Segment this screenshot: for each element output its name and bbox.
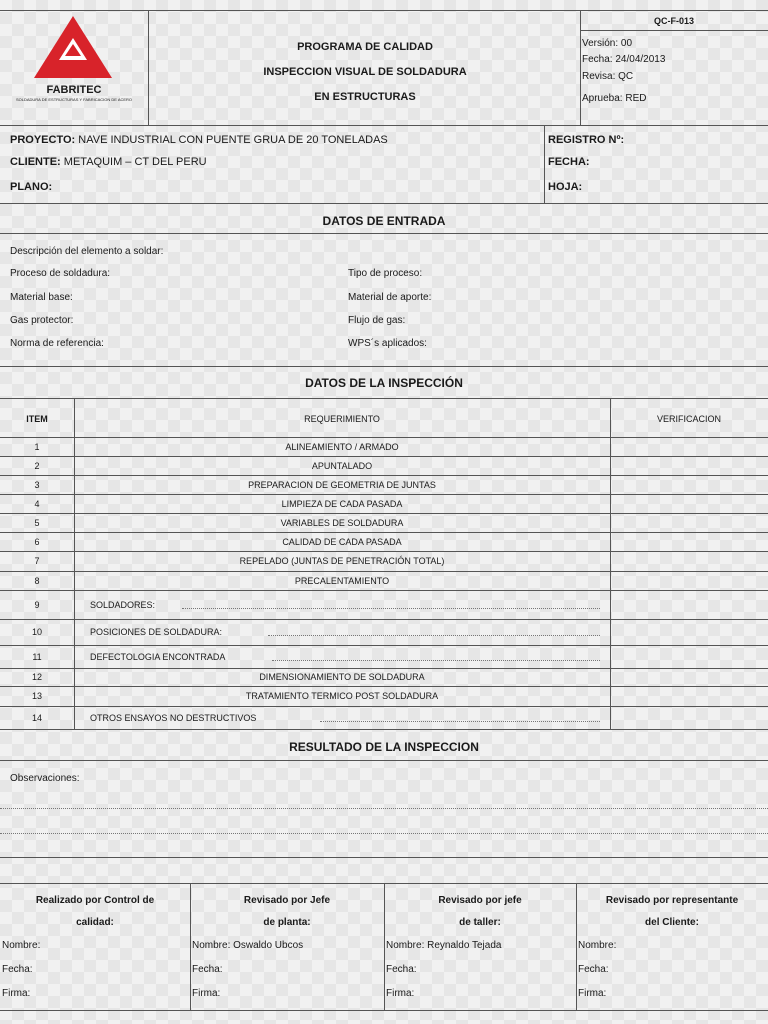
wps-applied-label: WPS´s aplicados: bbox=[348, 338, 427, 349]
requirement-text: SOLDADORES: bbox=[90, 600, 156, 610]
welding-process-label: Proceso de soldadura: bbox=[10, 268, 111, 279]
item-number: 14 bbox=[31, 713, 42, 723]
fill-in-line bbox=[272, 660, 600, 661]
fecha-label: FECHA: bbox=[548, 156, 590, 168]
reference-standard-label: Norma de referencia: bbox=[10, 338, 104, 349]
fill-in-line bbox=[268, 635, 600, 636]
verification-cell bbox=[610, 571, 768, 590]
requirement-text: LIMPIEZA DE CADA PASADA bbox=[281, 499, 403, 509]
signature-sign-label: Firma: bbox=[386, 988, 415, 999]
requirement-text: DEFECTOLOGIA ENCONTRADA bbox=[90, 652, 226, 662]
fill-in-line bbox=[182, 608, 600, 609]
item-number: 9 bbox=[34, 600, 40, 610]
verification-cell bbox=[610, 456, 768, 475]
signature-title: de planta: bbox=[263, 917, 311, 928]
signature-title: de taller: bbox=[459, 917, 501, 928]
logo-brand: FABRITEC bbox=[46, 84, 102, 96]
observation-line bbox=[0, 833, 768, 834]
requirement-text: DIMENSIONAMIENTO DE SOLDADURA bbox=[259, 672, 425, 682]
signature-sign-label: Firma: bbox=[578, 988, 607, 999]
col-header-requirement: REQUERIMIENTO bbox=[304, 414, 380, 424]
verification-cell bbox=[610, 494, 768, 513]
base-material-label: Material base: bbox=[10, 292, 73, 303]
col-header-verification: VERIFICACION bbox=[656, 414, 721, 424]
signature-title: Revisado por representante bbox=[605, 895, 739, 906]
requirement-text: PREPARACION DE GEOMETRIA DE JUNTAS bbox=[248, 480, 436, 490]
verification-cell bbox=[610, 619, 768, 645]
project-line bbox=[10, 134, 388, 146]
client-value: METAQUIM – CT DEL PERU bbox=[63, 156, 207, 168]
verification-cell bbox=[610, 513, 768, 532]
element-description-label: Descripción del elemento a soldar: bbox=[10, 246, 164, 257]
item-number: 2 bbox=[34, 461, 40, 471]
item-number: 11 bbox=[32, 652, 42, 662]
signature-date-label: Fecha: bbox=[2, 964, 33, 975]
form-title-line-2: INSPECCION VISUAL DE SOLDADURA bbox=[263, 66, 467, 78]
signature-sign-label: Firma: bbox=[2, 988, 31, 999]
observation-line bbox=[0, 808, 768, 809]
item-number: 6 bbox=[34, 537, 40, 547]
form-title-line-3: EN ESTRUCTURAS bbox=[314, 91, 416, 103]
verification-cell bbox=[610, 475, 768, 494]
filler-material-label: Material de aporte: bbox=[348, 292, 432, 303]
section-title-result: RESULTADO DE LA INSPECCION bbox=[289, 740, 479, 754]
item-number: 8 bbox=[34, 576, 40, 586]
signature-date-label: Fecha: bbox=[386, 964, 417, 975]
signature-title: calidad: bbox=[76, 917, 114, 928]
row-separator bbox=[0, 729, 768, 730]
signature-title: Revisado por jefe bbox=[438, 895, 522, 906]
process-type-label: Tipo de proceso: bbox=[348, 268, 423, 279]
fill-in-line bbox=[320, 721, 600, 722]
logo-tagline: SOLDADURA DE ESTRUCTURAS Y FABRICACION DE ACERO bbox=[15, 97, 133, 102]
item-number: 12 bbox=[31, 672, 42, 682]
requirement-text: APUNTALADO bbox=[311, 461, 373, 471]
signature-title: Revisado por Jefe bbox=[243, 895, 331, 906]
form-version: Versión: 00 bbox=[582, 38, 633, 49]
item-number: 10 bbox=[31, 627, 42, 637]
requirement-text: CALIDAD DE CADA PASADA bbox=[282, 537, 402, 547]
requirement-text: PRECALENTAMIENTO bbox=[294, 576, 390, 586]
form-title-line-1: PROGRAMA DE CALIDAD bbox=[297, 41, 433, 53]
verification-cell bbox=[610, 706, 768, 729]
signature-sign-label: Firma: bbox=[192, 988, 221, 999]
signature-name-label: Nombre: bbox=[2, 940, 41, 951]
requirement-text: REPELADO (JUNTAS DE PENETRACIÓN TOTAL) bbox=[239, 556, 445, 566]
shielding-gas-label: Gas protector: bbox=[10, 315, 74, 326]
item-number: 7 bbox=[34, 556, 40, 566]
client-label: CLIENTE: bbox=[10, 156, 61, 168]
client-line bbox=[10, 156, 207, 168]
registro-label: REGISTRO Nº: bbox=[548, 134, 625, 146]
signature-title: del Cliente: bbox=[645, 917, 699, 928]
item-number: 1 bbox=[34, 442, 40, 452]
form-reviewed-by: Revisa: QC bbox=[582, 71, 634, 82]
signature-title: Realizado por Control de bbox=[35, 895, 155, 906]
signature-name-label: Nombre: Reynaldo Tejada bbox=[386, 940, 502, 951]
col-header-item: ITEM bbox=[26, 414, 48, 424]
observations-label: Observaciones: bbox=[10, 773, 80, 784]
item-number: 4 bbox=[34, 499, 40, 509]
hoja-label: HOJA: bbox=[548, 181, 583, 193]
verification-cell bbox=[610, 437, 768, 456]
requirement-text: POSICIONES DE SOLDADURA: bbox=[90, 627, 223, 637]
item-number: 3 bbox=[34, 480, 40, 490]
gas-flow-label: Flujo de gas: bbox=[348, 315, 406, 326]
requirement-text: OTROS ENSAYOS NO DESTRUCTIVOS bbox=[90, 713, 257, 723]
signature-name-label: Nombre: bbox=[578, 940, 617, 951]
project-label: PROYECTO: bbox=[10, 134, 76, 146]
project-value: NAVE INDUSTRIAL CON PUENTE GRUA DE 20 TONELADAS bbox=[78, 134, 388, 146]
verification-cell bbox=[610, 645, 768, 668]
verification-cell bbox=[610, 668, 768, 686]
signature-name-label: Nombre: Oswaldo Ubcos bbox=[192, 940, 304, 951]
requirement-text: TRATAMIENTO TERMICO POST SOLDADURA bbox=[245, 691, 439, 701]
form-code: QC-F-013 bbox=[653, 16, 694, 26]
signature-date-label: Fecha: bbox=[192, 964, 223, 975]
requirement-text: ALINEAMIENTO / ARMADO bbox=[285, 442, 399, 452]
plano-label: PLANO: bbox=[10, 181, 53, 193]
item-number: 5 bbox=[34, 518, 40, 528]
requirement-text: VARIABLES DE SOLDADURA bbox=[280, 518, 404, 528]
form-approved-by: Aprueba: RED bbox=[582, 93, 647, 104]
verification-cell bbox=[610, 551, 768, 571]
verification-cell bbox=[610, 686, 768, 706]
signature-date-label: Fecha: bbox=[578, 964, 609, 975]
verification-cell bbox=[610, 590, 768, 619]
verification-cell bbox=[610, 532, 768, 551]
form-date: Fecha: 24/04/2013 bbox=[582, 54, 666, 65]
section-title-input-data: DATOS DE ENTRADA bbox=[322, 214, 446, 228]
section-title-inspection: DATOS DE LA INSPECCIÓN bbox=[305, 376, 463, 390]
item-number: 13 bbox=[31, 691, 42, 701]
